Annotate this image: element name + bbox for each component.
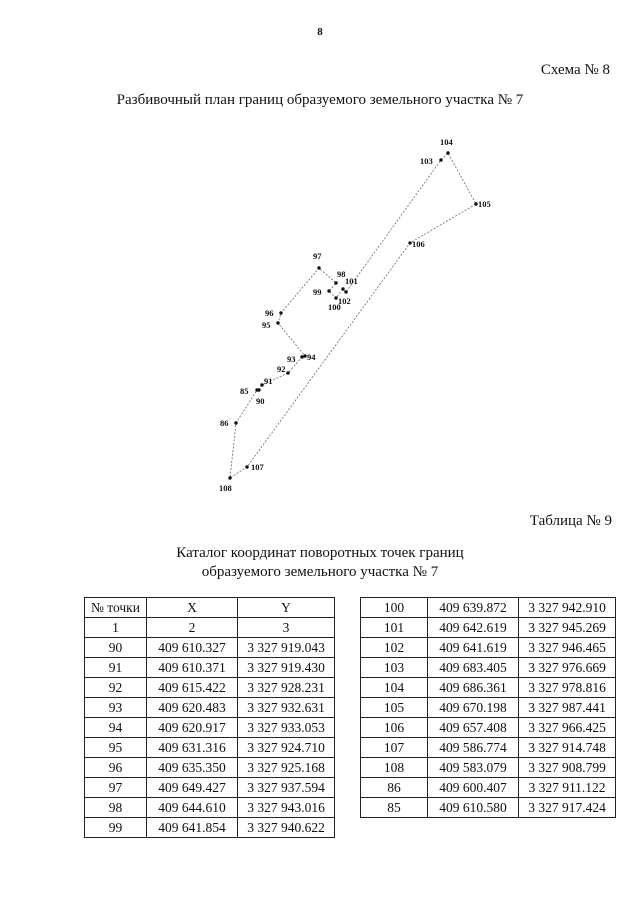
point-number-cell: 105	[361, 698, 428, 718]
table-row	[361, 598, 616, 618]
y-cell: 3 327 933.053	[238, 718, 335, 738]
x-cell: 409 639.872	[428, 598, 519, 618]
x-cell: 409 615.422	[147, 678, 238, 698]
point-number-cell: 99	[85, 818, 147, 838]
y-cell: 3 327 917.424	[519, 798, 616, 818]
point-number-cell: 108	[361, 758, 428, 778]
x-cell: 409 610.371	[147, 658, 238, 678]
point-number-cell: 101	[361, 618, 428, 638]
x-cell: 409 686.361	[428, 678, 519, 698]
point-number-cell: 97	[85, 778, 147, 798]
boundary-point-label: 98	[337, 269, 346, 279]
point-number-cell: 104	[361, 678, 428, 698]
table-row	[361, 698, 616, 718]
y-cell: 3 327 942.910	[519, 598, 616, 618]
x-cell: 409 586.774	[428, 738, 519, 758]
point-number-cell: 96	[85, 758, 147, 778]
table-row	[361, 658, 616, 678]
x-cell: 409 600.407	[428, 778, 519, 798]
table-row	[361, 718, 616, 738]
boundary-point-label: 100	[328, 302, 341, 312]
catalog-title	[0, 544, 640, 582]
y-cell: 3 327 946.465	[519, 638, 616, 658]
table-row	[361, 738, 616, 758]
boundary-point-label: 103	[420, 156, 433, 166]
catalog-title-line-2: образуемого земельного участка № 7	[201, 564, 439, 580]
boundary-point-marker	[334, 281, 337, 284]
y-cell: 3 327 987.441	[519, 698, 616, 718]
boundary-point-marker	[257, 388, 260, 391]
y-cell: 3 327 908.799	[519, 758, 616, 778]
boundary-point-label: 91	[264, 376, 273, 386]
boundary-point-marker	[228, 476, 231, 479]
boundary-point-marker	[327, 289, 330, 292]
boundary-point-label: 95	[262, 320, 271, 330]
boundary-point-label: 107	[251, 462, 264, 472]
boundary-point-marker	[317, 266, 320, 269]
point-number-cell: 95	[85, 738, 147, 758]
y-cell: 3 327 943.016	[238, 798, 335, 818]
point-number-cell: 103	[361, 658, 428, 678]
x-cell: 409 610.580	[428, 798, 519, 818]
y-cell: 3 327 924.710	[238, 738, 335, 758]
boundary-point-label: 99	[313, 287, 322, 297]
x-cell: 409 644.610	[147, 798, 238, 818]
boundary-point-marker	[446, 151, 449, 154]
y-cell: 3 327 928.231	[238, 678, 335, 698]
point-number-cell: 94	[85, 718, 147, 738]
y-cell: 3 327 911.122	[519, 778, 616, 798]
numbering-2: 2	[147, 618, 238, 638]
boundary-point-label: 92	[277, 364, 286, 374]
x-cell: 409 670.198	[428, 698, 519, 718]
coordinate-table-left	[84, 597, 335, 838]
point-number-cell: 92	[85, 678, 147, 698]
boundary-point-label: 106	[412, 239, 425, 249]
table-row	[85, 778, 335, 798]
y-cell: 3 327 919.430	[238, 658, 335, 678]
boundary-point-label: 85	[240, 386, 249, 396]
plan-title: Разбивочный план границ образуемого земельного участка № 7	[116, 92, 524, 108]
table-row	[85, 798, 335, 818]
x-cell: 409 620.917	[147, 718, 238, 738]
y-cell: 3 327 966.425	[519, 718, 616, 738]
boundary-point-marker	[245, 465, 248, 468]
x-cell: 409 641.619	[428, 638, 519, 658]
table-row	[85, 658, 335, 678]
y-cell: 3 327 932.631	[238, 698, 335, 718]
table-label: Таблица № 9	[529, 513, 612, 529]
x-cell: 409 583.079	[428, 758, 519, 778]
table-row	[85, 818, 335, 838]
boundary-point-label: 97	[313, 251, 322, 261]
point-number-cell: 85	[361, 798, 428, 818]
boundary-point-marker	[439, 158, 442, 161]
boundary-point-marker	[279, 311, 282, 314]
boundary-point-label: 90	[256, 396, 265, 406]
x-cell: 409 657.408	[428, 718, 519, 738]
point-number-cell: 91	[85, 658, 147, 678]
point-number-cell: 106	[361, 718, 428, 738]
y-cell: 3 327 978.816	[519, 678, 616, 698]
boundary-point-label: 93	[287, 354, 296, 364]
boundary-point-label: 105	[478, 199, 491, 209]
boundary-point-label: 96	[265, 308, 274, 318]
y-cell: 3 327 919.043	[238, 638, 335, 658]
x-cell: 409 642.619	[428, 618, 519, 638]
x-cell: 409 641.854	[147, 818, 238, 838]
table-row	[85, 678, 335, 698]
header-x: X	[147, 598, 238, 618]
table-row	[85, 738, 335, 758]
boundary-point-label: 104	[440, 137, 453, 147]
point-number-cell: 93	[85, 698, 147, 718]
numbering-3: 3	[238, 618, 335, 638]
boundary-point-marker	[276, 321, 279, 324]
boundary-point-marker	[234, 421, 237, 424]
x-cell: 409 649.427	[147, 778, 238, 798]
header-point-number: № точки	[85, 598, 147, 618]
boundary-point-label: 108	[219, 483, 232, 493]
table-row	[361, 778, 616, 798]
boundary-point-marker	[300, 355, 303, 358]
boundary-point-label: 101	[345, 276, 358, 286]
x-cell: 409 610.327	[147, 638, 238, 658]
numbering-1: 1	[85, 618, 147, 638]
point-number-cell: 90	[85, 638, 147, 658]
boundary-point-marker	[286, 371, 289, 374]
coordinate-table-right	[360, 597, 616, 818]
table-row	[85, 718, 335, 738]
y-cell: 3 327 945.269	[519, 618, 616, 638]
x-cell: 409 635.350	[147, 758, 238, 778]
boundary-point-marker	[344, 290, 347, 293]
point-number-cell: 107	[361, 738, 428, 758]
header-y: Y	[238, 598, 335, 618]
point-number-cell: 86	[361, 778, 428, 798]
x-cell: 409 631.316	[147, 738, 238, 758]
point-number-cell: 100	[361, 598, 428, 618]
x-cell: 409 620.483	[147, 698, 238, 718]
y-cell: 3 327 925.168	[238, 758, 335, 778]
catalog-title-line-1: Каталог координат поворотных точек границ	[176, 545, 464, 561]
table-row	[361, 638, 616, 658]
boundary-point-marker	[341, 287, 344, 290]
boundary-point-label: 102	[338, 296, 351, 306]
table-row	[85, 758, 335, 778]
table-numbering-row	[85, 618, 335, 638]
table-row	[361, 758, 616, 778]
page-number: 8	[317, 26, 323, 38]
y-cell: 3 327 976.669	[519, 658, 616, 678]
point-number-cell: 102	[361, 638, 428, 658]
table-row	[361, 618, 616, 638]
scheme-label: Схема № 8	[540, 62, 610, 78]
table-row	[85, 638, 335, 658]
y-cell: 3 327 940.622	[238, 818, 335, 838]
point-number-cell: 98	[85, 798, 147, 818]
y-cell: 3 327 937.594	[238, 778, 335, 798]
table-row	[361, 798, 616, 818]
y-cell: 3 327 914.748	[519, 738, 616, 758]
boundary-points	[219, 137, 491, 493]
table-row	[85, 698, 335, 718]
boundary-point-label: 94	[307, 352, 316, 362]
x-cell: 409 683.405	[428, 658, 519, 678]
table-row	[361, 678, 616, 698]
boundary-point-label: 86	[220, 418, 229, 428]
table-header-row	[85, 598, 335, 618]
